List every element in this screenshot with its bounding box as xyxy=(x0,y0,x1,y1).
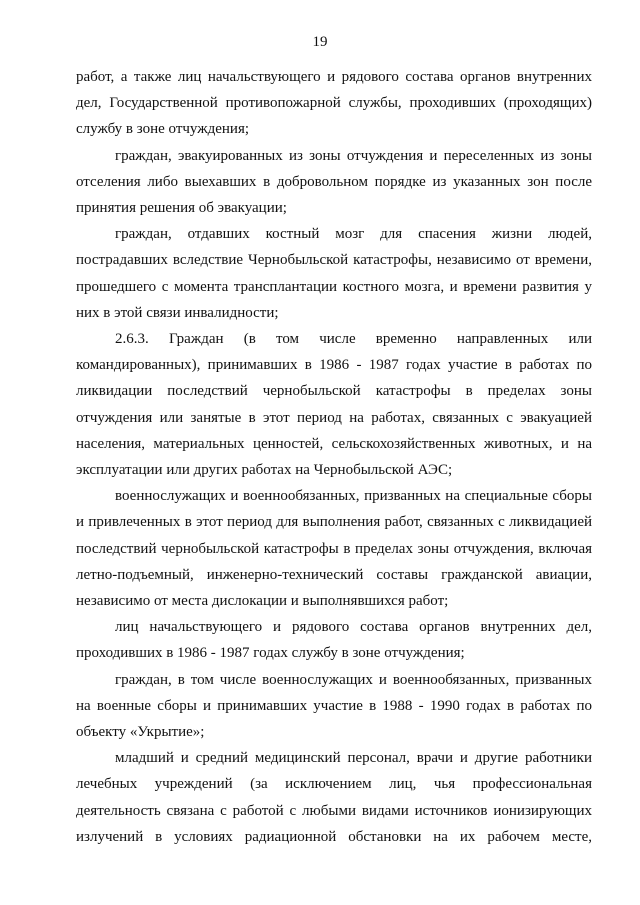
page-body xyxy=(76,64,592,850)
paragraph-military-personnel: военнослужащих и военнообязанных, призванных на специальные сборы и привлеченных в этот период для выполнения работ, связанных с ликвидацией последствий чернобыльской катастрофы в пределах зоны отчуждения, включая летно-подъемный, инженерно-технический составы гражданской авиации, независимо от места дислокации и выполнявшихся работ; xyxy=(76,488,592,610)
paragraph-continuation: работ, а также лиц начальствующего и рядового состава органов внутренних дел, Государственной противопожарной службы, проходивших (проходящих) службу в зоне отчуждения; xyxy=(76,69,592,138)
paragraph-medical-staff: младший и средний медицинский персонал, врачи и другие работники лечебных учреждений (за исключением лиц, чья профессиональная деятельность связана с работой с любыми видами источников ионизирующих излучений в условиях радиационной обстановки на их рабочем месте, xyxy=(76,750,592,845)
page-number: 19 xyxy=(312,34,328,50)
paragraph-internal-affairs: лиц начальствующего и рядового состава органов внутренних дел, проходивших в 1986 - 1987 годах службу в зоне отчуждения; xyxy=(76,619,592,662)
paragraph-evacuated-citizens: граждан, эвакуированных из зоны отчуждения и переселенных из зоны отселения либо выехавших в добровольном порядке из указанных зон после принятия решения об эвакуации; xyxy=(76,147,592,217)
paragraph-shelter-object: граждан, в том числе военнослужащих и военнообязанных, призванных на военные сборы и принимавших участие в 1988 - 1990 годах в работах по объекту «Укрытие»; xyxy=(76,671,592,741)
paragraph-bone-marrow-donors: граждан, отдавших костный мозг для спасения жизни людей, пострадавших вследствие Чернобыльской катастрофы, независимо от времени, прошедшего с момента трансплантации костного мозга, и времени развития у них в этой связи инвалидности; xyxy=(76,226,592,321)
paragraph-2-6-3: 2.6.3. Граждан (в том числе временно направленных или командированных), принимавших в 1986 - 1987 годах участие в работах по ликвидации последствий чернобыльской катастрофы в пределах зоны отчуждения или занятые в этот период на работах, связанных с эвакуацией населения, материальных ценностей, сельскохозяйственных животных, и на эксплуатации или других работах на Чернобыльской АЭС; xyxy=(76,331,592,479)
